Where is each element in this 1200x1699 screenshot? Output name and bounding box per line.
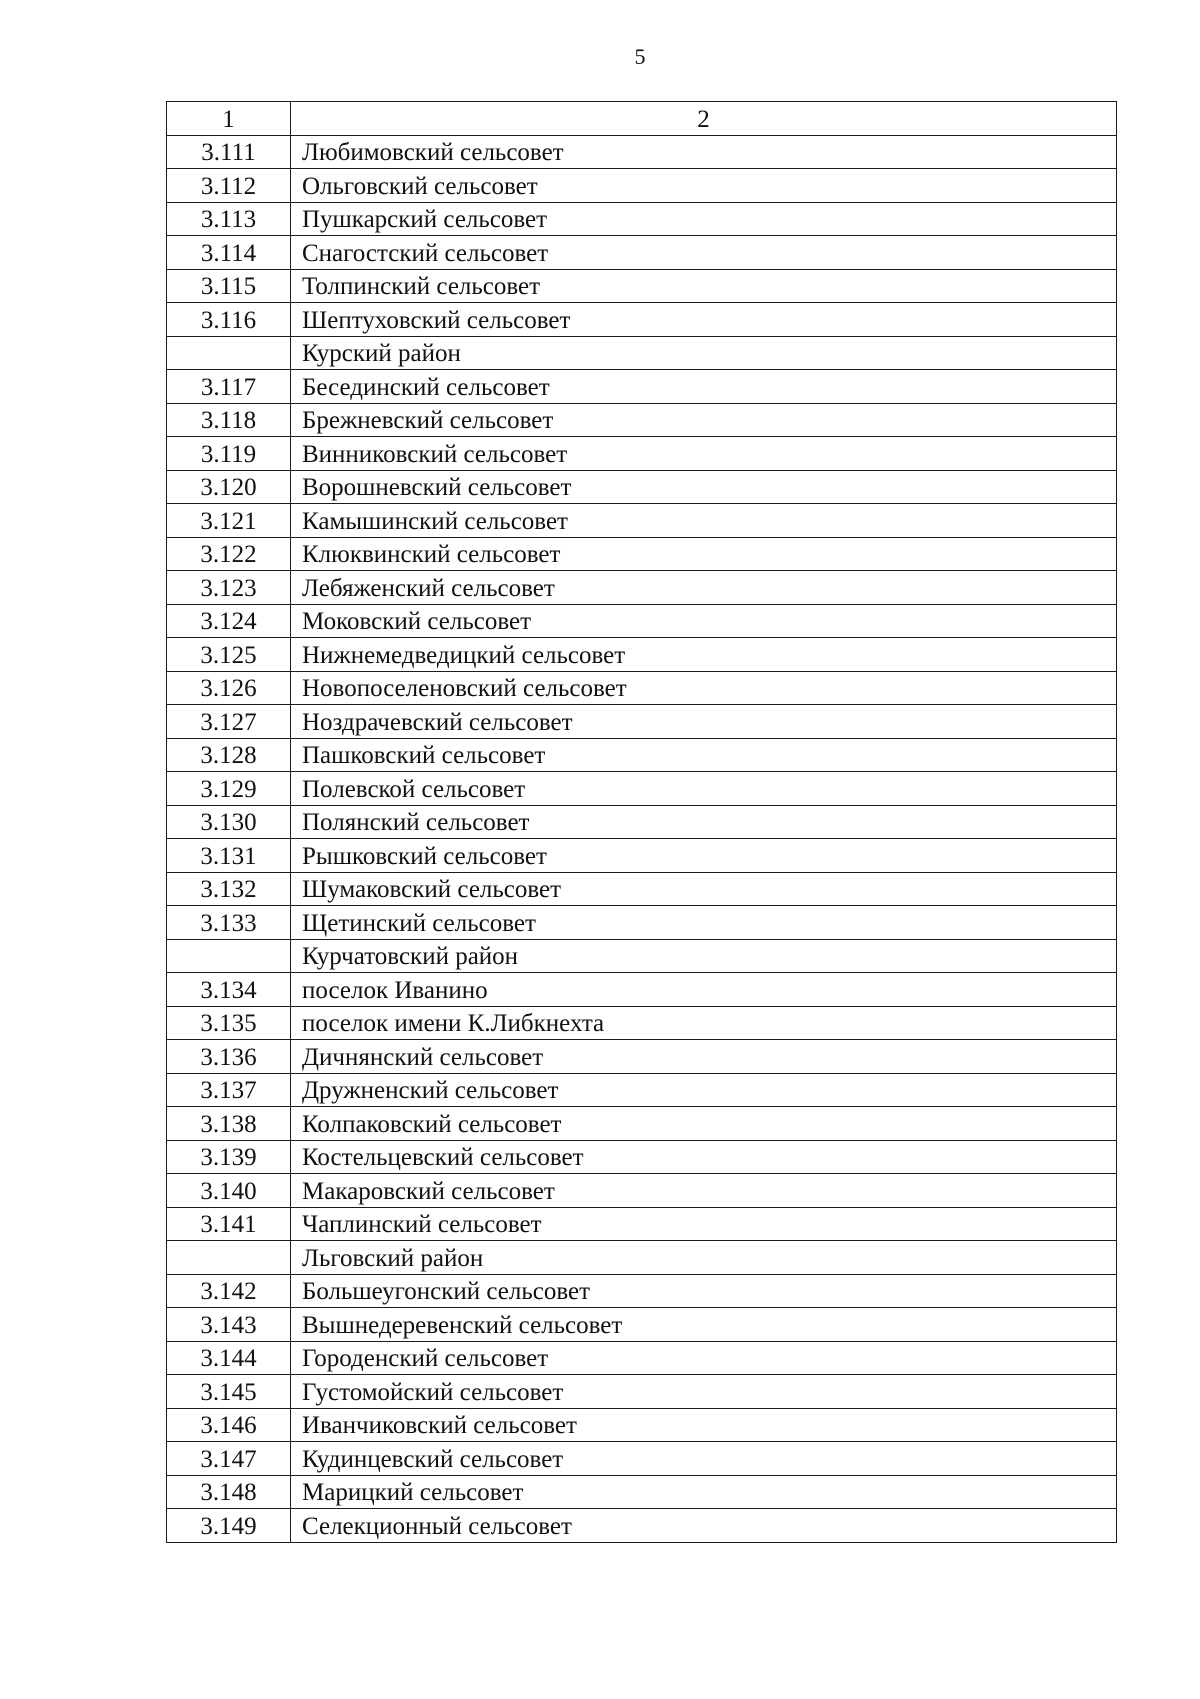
table-row [167, 1308, 1117, 1342]
table-body [167, 102, 1117, 1543]
row-number-cell: 3.133 [167, 906, 291, 940]
table-row [167, 1040, 1117, 1074]
row-number-cell: 3.135 [167, 1006, 291, 1040]
row-number-cell: 3.116 [167, 303, 291, 337]
settlement-name-cell: Костельцевский сельсовет [291, 1140, 1117, 1174]
row-number-cell: 3.126 [167, 671, 291, 705]
table-row [167, 1207, 1117, 1241]
row-number-cell [167, 1241, 291, 1275]
table-row [167, 1006, 1117, 1040]
row-number-cell: 3.115 [167, 269, 291, 303]
settlement-name-cell: Кудинцевский сельсовет [291, 1442, 1117, 1476]
settlement-name-cell: Шептуховский сельсовет [291, 303, 1117, 337]
table-row [167, 169, 1117, 203]
row-number-cell: 3.140 [167, 1174, 291, 1208]
table-row [167, 872, 1117, 906]
settlement-name-cell: поселок Иванино [291, 973, 1117, 1007]
settlement-name-cell: Моковский сельсовет [291, 604, 1117, 638]
settlement-name-cell: Бесединский сельсовет [291, 370, 1117, 404]
row-number-cell: 3.127 [167, 705, 291, 739]
row-number-cell: 3.138 [167, 1107, 291, 1141]
settlement-name-cell: Макаровский сельсовет [291, 1174, 1117, 1208]
settlement-name-cell: Любимовский сельсовет [291, 135, 1117, 169]
settlement-name-cell: Нижнемедведицкий сельсовет [291, 638, 1117, 672]
row-number-cell: 3.128 [167, 738, 291, 772]
row-number-cell: 3.124 [167, 604, 291, 638]
district-name-cell: Курский район [291, 336, 1117, 370]
row-number-cell: 3.149 [167, 1509, 291, 1543]
table-row [167, 1174, 1117, 1208]
settlement-name-cell: Вышнедеревенский сельсовет [291, 1308, 1117, 1342]
row-number-cell: 3.141 [167, 1207, 291, 1241]
table-row [167, 1375, 1117, 1409]
settlement-name-cell: Полянский сельсовет [291, 805, 1117, 839]
table-row [167, 805, 1117, 839]
settlement-name-cell: Селекционный сельсовет [291, 1509, 1117, 1543]
settlement-name-cell: Пушкарский сельсовет [291, 202, 1117, 236]
settlement-name-cell: Городенский сельсовет [291, 1341, 1117, 1375]
row-number-cell: 3.119 [167, 437, 291, 471]
table-row [167, 504, 1117, 538]
table-row [167, 604, 1117, 638]
table-row [167, 973, 1117, 1007]
table-row [167, 303, 1117, 337]
row-number-cell: 3.129 [167, 772, 291, 806]
settlement-name-cell: Дружненский сельсовет [291, 1073, 1117, 1107]
table-section-row [167, 336, 1117, 370]
settlement-name-cell: Винниковский сельсовет [291, 437, 1117, 471]
table-row [167, 1442, 1117, 1476]
table-row [167, 1509, 1117, 1543]
row-number-cell: 3.114 [167, 236, 291, 270]
table-row [167, 1475, 1117, 1509]
settlement-name-cell: Шумаковский сельсовет [291, 872, 1117, 906]
row-number-cell: 3.143 [167, 1308, 291, 1342]
row-number-cell: 3.136 [167, 1040, 291, 1074]
page-number: 5 [634, 44, 646, 69]
table-row [167, 1341, 1117, 1375]
row-number-cell: 3.113 [167, 202, 291, 236]
settlement-name-cell: Камышинский сельсовет [291, 504, 1117, 538]
row-number-cell: 3.145 [167, 1375, 291, 1409]
row-number-cell: 3.148 [167, 1475, 291, 1509]
row-number-cell: 3.142 [167, 1274, 291, 1308]
column-header-number: 1 [167, 102, 291, 136]
settlement-name-cell: Рышковский сельсовет [291, 839, 1117, 873]
row-number-cell: 3.132 [167, 872, 291, 906]
column-header-name: 2 [291, 102, 1117, 136]
row-number-cell: 3.146 [167, 1408, 291, 1442]
table-row [167, 772, 1117, 806]
row-number-cell: 3.123 [167, 571, 291, 605]
table-row [167, 1140, 1117, 1174]
settlement-name-cell: Густомойский сельсовет [291, 1375, 1117, 1409]
table-row [167, 705, 1117, 739]
settlement-name-cell: Полевской сельсовет [291, 772, 1117, 806]
row-number-cell: 3.112 [167, 169, 291, 203]
table-row [167, 236, 1117, 270]
settlement-name-cell: Пашковский сельсовет [291, 738, 1117, 772]
settlement-name-cell: Большеугонский сельсовет [291, 1274, 1117, 1308]
row-number-cell [167, 939, 291, 973]
row-number-cell: 3.147 [167, 1442, 291, 1476]
table-section-row [167, 939, 1117, 973]
row-number-cell: 3.131 [167, 839, 291, 873]
row-number-cell: 3.118 [167, 403, 291, 437]
table-row [167, 839, 1117, 873]
settlement-name-cell: Марицкий сельсовет [291, 1475, 1117, 1509]
row-number-cell: 3.120 [167, 470, 291, 504]
settlement-name-cell: Ворошневский сельсовет [291, 470, 1117, 504]
settlement-name-cell: Чаплинский сельсовет [291, 1207, 1117, 1241]
table-row [167, 135, 1117, 169]
row-number-cell: 3.144 [167, 1341, 291, 1375]
table-row [167, 202, 1117, 236]
row-number-cell: 3.125 [167, 638, 291, 672]
row-number-cell [167, 336, 291, 370]
settlement-name-cell: Иванчиковский сельсовет [291, 1408, 1117, 1442]
settlement-name-cell: Дичнянский сельсовет [291, 1040, 1117, 1074]
district-name-cell: Курчатовский район [291, 939, 1117, 973]
table-row [167, 537, 1117, 571]
row-number-cell: 3.121 [167, 504, 291, 538]
settlement-name-cell: Колпаковский сельсовет [291, 1107, 1117, 1141]
table-row [167, 738, 1117, 772]
settlement-name-cell: Клюквинский сельсовет [291, 537, 1117, 571]
table-row [167, 403, 1117, 437]
row-number-cell: 3.139 [167, 1140, 291, 1174]
table-row [167, 1073, 1117, 1107]
table-row [167, 638, 1117, 672]
settlement-name-cell: Ноздрачевский сельсовет [291, 705, 1117, 739]
settlement-name-cell: Ольговский сельсовет [291, 169, 1117, 203]
table-row [167, 906, 1117, 940]
table-row [167, 1408, 1117, 1442]
settlement-name-cell: поселок имени К.Либкнехта [291, 1006, 1117, 1040]
table-header-row [167, 102, 1117, 136]
table-row [167, 437, 1117, 471]
table-row [167, 269, 1117, 303]
table-row [167, 470, 1117, 504]
table-section-row [167, 1241, 1117, 1275]
settlement-name-cell: Брежневский сельсовет [291, 403, 1117, 437]
district-name-cell: Льговский район [291, 1241, 1117, 1275]
row-number-cell: 3.117 [167, 370, 291, 404]
table-row [167, 370, 1117, 404]
row-number-cell: 3.137 [167, 1073, 291, 1107]
table-row [167, 671, 1117, 705]
table-row [167, 1107, 1117, 1141]
row-number-cell: 3.134 [167, 973, 291, 1007]
settlements-table [166, 101, 1117, 1543]
settlement-name-cell: Щетинский сельсовет [291, 906, 1117, 940]
settlement-name-cell: Снагостский сельсовет [291, 236, 1117, 270]
table-row [167, 1274, 1117, 1308]
table-row [167, 571, 1117, 605]
row-number-cell: 3.122 [167, 537, 291, 571]
row-number-cell: 3.130 [167, 805, 291, 839]
settlement-name-cell: Новопоселеновский сельсовет [291, 671, 1117, 705]
settlement-name-cell: Толпинский сельсовет [291, 269, 1117, 303]
settlement-name-cell: Лебяженский сельсовет [291, 571, 1117, 605]
row-number-cell: 3.111 [167, 135, 291, 169]
